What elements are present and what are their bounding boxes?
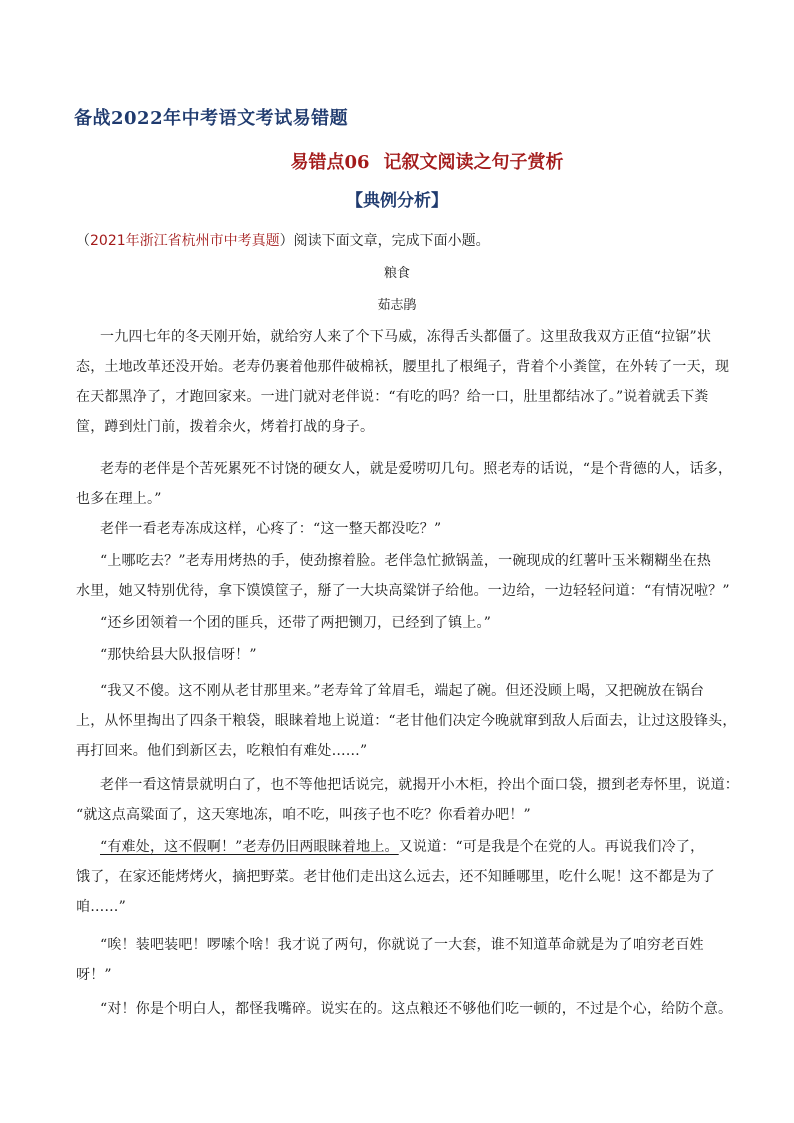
article-line: “唉！装吧装吧！啰嗦个啥！我才说了两句，你就说了一大套，谁不知道革命就是为了咱穷老百姓 xyxy=(100,937,704,953)
topic-title xyxy=(0,148,794,174)
article-line: 老伴一看这情景就明白了，也不等他把话说完，就揭开小木柜，拎出个面口袋，掼到老寿怀里，说道： xyxy=(100,777,739,793)
article-line: “还乡团领着一个团的匪兵，还带了两把铡刀，已经到了镇上。” xyxy=(100,615,492,631)
article-line: “我又不傻。这不刚从老甘那里来。”老寿耸了耸眉毛，端起了碗。但还没顾上喝，又把碗放在锅台 xyxy=(100,683,705,699)
question-source-line xyxy=(76,230,490,250)
article-line: “对！你是个明白人，都怪我嘴碎。说实在的。这点粮还不够他们吃一顿的，不过是个心，给防个意。 xyxy=(100,1001,733,1017)
article-line: 再打回来。他们到新区去，吃粮怕有难处……” xyxy=(76,743,368,759)
article-line: “上哪吃去？”老寿用烤热的手，使劲擦着脸。老伴急忙掀锅盖，一碗现成的红薯叶玉米糊糊坐在热 xyxy=(100,553,712,569)
article-line-underlined xyxy=(100,836,704,856)
article-line: 也多在理上。” xyxy=(76,491,162,507)
article-line: 态，土地改革还没开始。老寿仍裹着他那件破棉袄，腰里扎了根绳子，背着个小粪筐，在外转了一天，现 xyxy=(76,359,730,375)
section-title: 【典例分析】 xyxy=(346,191,448,211)
article-line: 饿了，在家还能烤烤火，摘把野菜。老甘他们走出这么远去，还不知睡哪里，吃什么呢！这不都是为了 xyxy=(76,869,715,885)
article-line: 老伴一看老寿冻成这样，心疼了：“这一整天都没吃？” xyxy=(100,521,442,537)
article-line: 上，从怀里掏出了四条干粮袋，眼睐着地上说道：“老甘他们决定今晚就窜到敌人后面去，让过这股锋头， xyxy=(76,713,737,729)
article-line: 咱……” xyxy=(76,899,126,915)
article-line: “就这点高粱面了，这天寒地冻，咱不吃，叫孩子也不吃？你看着办吧！” xyxy=(76,807,531,823)
question-source: 2021年浙江省杭州市中考真题 xyxy=(90,233,280,249)
article-line: 一九四七年的冬天刚开始，就给穷人来了个下马威，冻得舌头都僵了。这里敌我双方正值“拉锯”状 xyxy=(100,329,712,345)
series-title: 备战2022年中考语文考试易错题 xyxy=(74,108,349,129)
open-paren: （ xyxy=(76,233,90,249)
article-title: 粮食 xyxy=(383,266,410,281)
topic-label: 易错点06 xyxy=(290,152,370,173)
article-line: 筐，蹲到灶门前，拨着余火，烤着打战的身子。 xyxy=(76,419,375,435)
topic-name: 记叙文阅读之句子赏析 xyxy=(383,152,564,173)
article-line: 水里，她又特别优待，拿下馍馍筐子，掰了一大块高粱饼子给他。一边给，一边轻轻问道：“有情况啦？” xyxy=(76,583,730,599)
question-instruction: ）阅读下面文章，完成下面小题。 xyxy=(279,233,490,249)
article-line-rest: 又说道：“可是我是个在党的人。再说我们冷了， xyxy=(398,839,705,855)
article-line: 呀！” xyxy=(76,967,112,983)
underlined-sentence: “有难处，这不假啊！”老寿仍旧两眼睐着地上。 xyxy=(100,839,399,855)
article-line: 老寿的老伴是个苦死累死不讨饶的硬女人，就是爱唠叨几句。照老寿的话说，“是个背德的人，话多， xyxy=(100,461,733,477)
article-author: 茹志鹃 xyxy=(377,298,417,313)
article-line: 在天都黑净了，才跑回家来。一进门就对老伴说：“有吃的吗？给一口，肚里都结冰了。”说着就丢下粪 xyxy=(76,389,709,405)
article-line: “那快给县大队报信呀！” xyxy=(100,647,257,663)
